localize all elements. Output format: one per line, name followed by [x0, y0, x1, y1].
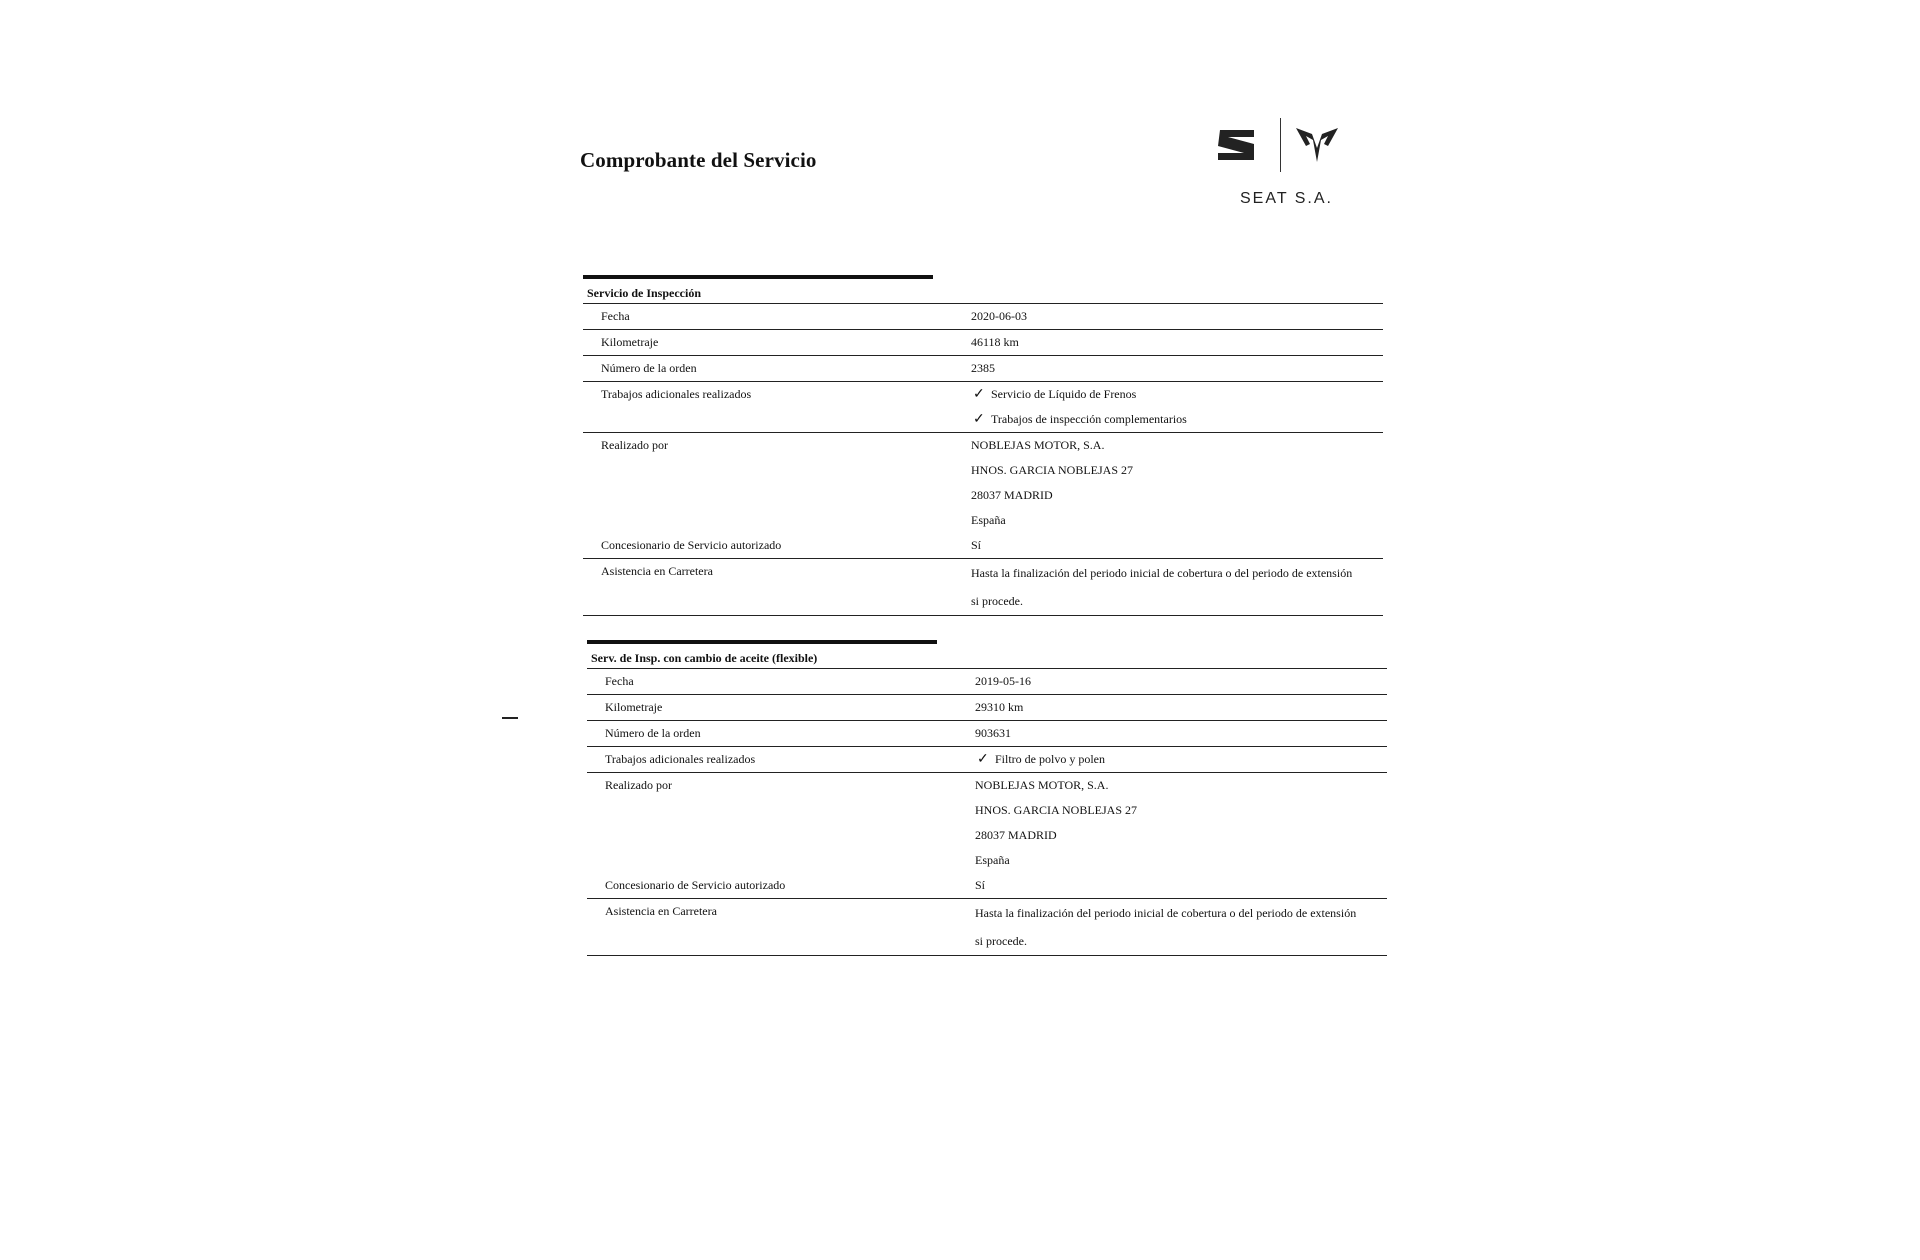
asistencia-line: si procede.	[971, 594, 1023, 608]
asistencia-value	[975, 899, 1387, 955]
row-kilometraje	[587, 695, 1387, 721]
realizado-value	[975, 773, 1387, 873]
row-asistencia	[587, 899, 1387, 956]
fecha-value: 2019-05-16	[975, 674, 1031, 688]
asistencia-line: Hasta la finalización del periodo inicial de cobertura o del periodo de extensión	[975, 906, 1357, 920]
asistencia-label: Asistencia en Carretera	[601, 564, 713, 578]
asistencia-line: si procede.	[975, 934, 1027, 948]
concesionario-label: Concesionario de Servicio autorizado	[601, 538, 782, 552]
trabajo-text: Trabajos de inspección complementarios	[991, 412, 1187, 426]
checkmark-icon: ✓	[973, 412, 985, 427]
logo-divider	[1280, 118, 1281, 172]
row-trabajos	[587, 747, 1387, 773]
scan-mark	[502, 717, 518, 719]
realizado-line: HNOS. GARCIA NOBLEJAS 27	[971, 463, 1134, 477]
trabajos-value	[971, 382, 1383, 432]
orden-label: Número de la orden	[601, 361, 697, 375]
realizado-line: NOBLEJAS MOTOR, S.A.	[971, 438, 1105, 452]
row-kilometraje	[583, 330, 1383, 356]
trabajos-value	[975, 747, 1387, 772]
trabajo-item	[975, 747, 1387, 772]
asistencia-line: Hasta la finalización del periodo inicial de cobertura o del periodo de extensión	[971, 566, 1353, 580]
orden-label: Número de la orden	[605, 726, 701, 740]
document-title: Comprobante del Servicio	[580, 148, 817, 172]
row-concesionario	[587, 873, 1387, 899]
row-orden	[583, 356, 1383, 382]
service-section-1	[583, 275, 1383, 616]
fecha-label: Fecha	[605, 674, 634, 688]
trabajo-text: Servicio de Líquido de Frenos	[991, 387, 1137, 401]
fecha-label: Fecha	[601, 309, 630, 323]
row-realizado	[587, 773, 1387, 873]
row-asistencia	[583, 559, 1383, 616]
kilometraje-label: Kilometraje	[605, 700, 663, 714]
realizado-value	[971, 433, 1383, 533]
seat-logo-icon	[1216, 128, 1256, 162]
service-section-2	[587, 640, 1387, 956]
checkmark-icon: ✓	[973, 387, 985, 402]
orden-value: 2385	[971, 361, 995, 375]
section-title: Servicio de Inspección	[583, 279, 1383, 304]
row-fecha	[583, 304, 1383, 330]
row-trabajos	[583, 382, 1383, 433]
trabajo-item	[971, 407, 1383, 432]
kilometraje-label: Kilometraje	[601, 335, 659, 349]
trabajo-text: Filtro de polvo y polen	[995, 752, 1105, 766]
realizado-line: HNOS. GARCIA NOBLEJAS 27	[975, 803, 1138, 817]
logo-area	[1210, 118, 1350, 218]
kilometraje-value: 46118 km	[971, 335, 1019, 349]
realizado-line: España	[971, 513, 1006, 527]
asistencia-label: Asistencia en Carretera	[605, 904, 717, 918]
concesionario-value: Sí	[971, 538, 982, 552]
cupra-logo-icon	[1294, 124, 1340, 164]
realizado-label: Realizado por	[605, 778, 672, 792]
realizado-label: Realizado por	[601, 438, 668, 452]
checkmark-icon: ✓	[977, 752, 989, 767]
realizado-line: NOBLEJAS MOTOR, S.A.	[975, 778, 1109, 792]
asistencia-value	[971, 559, 1383, 615]
row-orden	[587, 721, 1387, 747]
row-concesionario	[583, 533, 1383, 559]
fecha-value: 2020-06-03	[971, 309, 1027, 323]
orden-value: 903631	[975, 726, 1011, 740]
realizado-line: 28037 MADRID	[971, 488, 1053, 502]
kilometraje-value: 29310 km	[975, 700, 1024, 714]
company-name: SEAT S.A.	[1240, 190, 1333, 207]
trabajos-label: Trabajos adicionales realizados	[605, 752, 756, 766]
realizado-line: 28037 MADRID	[975, 828, 1057, 842]
concesionario-value: Sí	[975, 878, 986, 892]
row-realizado	[583, 433, 1383, 533]
trabajos-label: Trabajos adicionales realizados	[601, 387, 752, 401]
section-title: Serv. de Insp. con cambio de aceite (flexible)	[587, 644, 1387, 669]
realizado-line: España	[975, 853, 1010, 867]
row-fecha	[587, 669, 1387, 695]
trabajo-item	[971, 382, 1383, 407]
concesionario-label: Concesionario de Servicio autorizado	[605, 878, 786, 892]
